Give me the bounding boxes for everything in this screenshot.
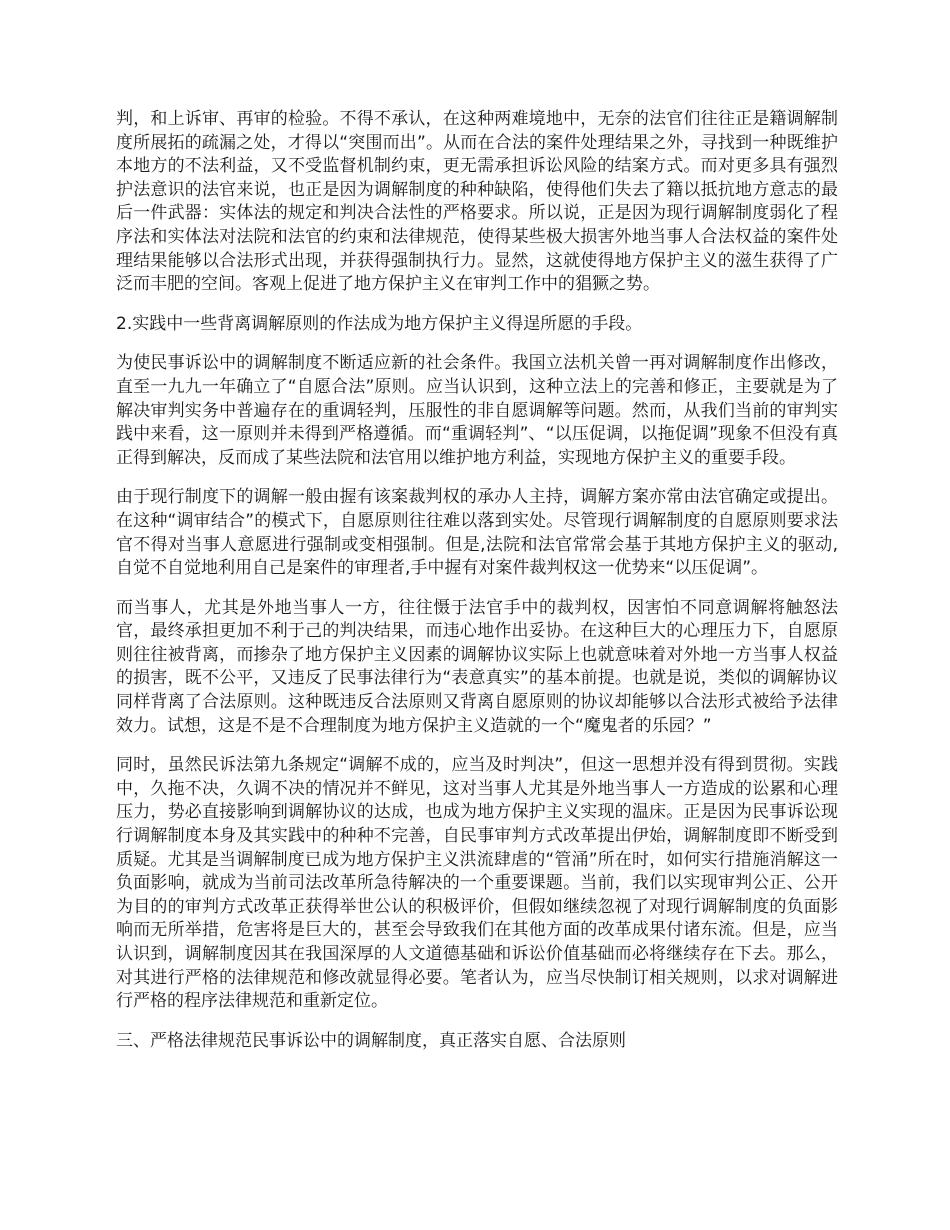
- paragraph-voluntary-legal-principle: 为使民事诉讼中的调解制度不断适应新的社会条件。我国立法机关曾一再对调解制度作出修改，直至一九九一年确立了“自愿合法”原则。应当认识到，这种立法上的完善和修正，主要就是为了解决审判实务中普遍存在的重调轻判，压服性的非自愿调解等问题。然而，从我们当前的审判实践中来看，这一原则并未得到严格遵循。而“重调轻判”、“以压促调，以拖促调”现象不但没有真正得到解决，反而成了某些法院和法官用以维护地方利益，实现地方保护主义的重要手段。: [116, 353, 838, 468]
- paragraph-delay-and-reform: 同时，虽然民诉法第九条规定“调解不成的，应当及时判决”，但这一思想并没有得到贯彻。实践中，久拖不决，久调不决的情况并不鲜见，这对当事人尤其是外地当事人一方造成的讼累和心理压力，势必直接影响到调解协议的达成，也成为地方保护主义实现的温床。正是因为民事诉讼现行调解制度本身及其实践中的种种不完善，自民事审判方式改革提出伊始，调解制度即不断受到质疑。尤其是当调解制度已成为地方保护主义洪流肆虐的“管涌”所在时，如何实行措施消解这一负面影响，就成为当前司法改革所急待解决的一个重要课题。当前，我们以实现审判公正、公开为目的的审判方式改革正获得举世公认的积极评价，但假如继续忽视了对现行调解制度的负面影响而无所举措，危害将是巨大的，甚至会导致我们在其他方面的改革成果付诸东流。但是，应当认识到，调解制度因其在我国深厚的人文道德基础和诉讼价值基础而必将继续存在下去。那么，对其进行严格的法律规范和修改就显得必要。笔者认为，应当尽快制订相关规则，以求对调解进行严格的程序法律规范和重新定位。: [116, 755, 838, 1012]
- paragraph-judge-led-mediation: 由于现行制度下的调解一般由握有该案裁判权的承办人主持，调解方案亦常由法官确定或提出。在这种“调审结合”的模式下，自愿原则往往难以落到实处。尽管现行调解制度的自愿原则要求法官不得对当事人意愿进行强制或变相强制。但是,法院和法官常常会基于其地方保护主义的驱动,自觉不自觉地利用自己是案件的审理者,手中握有对案件裁判权这一优势来“以压促调”。: [116, 487, 838, 579]
- paragraph-party-pressure: 而当事人，尤其是外地当事人一方，往往慑于法官手中的裁判权，因害怕不同意调解将触怒法官，最终承担更加不利于己的判决结果，而违心地作出妥协。在这种巨大的心理压力下，自愿原则往往被背离，而掺杂了地方保护主义因素的调解协议实际上也就意味着对外地一方当事人权益的损害，既不公平，又违反了民事法律行为“表意真实”的基本前提。也就是说，类似的调解协议同样背离了合法原则。这种既违反合法原则又背离自愿原则的协议却能够以合法形式被给予法律效力。试想，这是不是不合理制度为地方保护主义造就的一个“魔鬼者的乐园？”: [116, 597, 838, 736]
- section-heading-2: 2.实践中一些背离调解原则的作法成为地方保护主义得逞所愿的手段。: [116, 313, 643, 334]
- section-heading-3: 三、严格法律规范民事诉讼中的调解制度，真正落实自愿、合法原则: [116, 1030, 626, 1051]
- paragraph-protectionism-consequence: 判，和上诉审、再审的检验。不得不承认，在这种两难境地中，无奈的法官们往往正是籍调解制度所展拓的疏漏之处，才得以“突围而出”。从而在合法的案件处理结果之外，寻找到一种既维护本地方的不法利益，又不受监督机制约束，更无需承担诉讼风险的结案方式。而对更多具有强烈护法意识的法官来说，也正是因为调解制度的种种缺陷，使得他们失去了籍以抵抗地方意志的最后一件武器：实体法的规定和判决合法性的严格要求。所以说，正是因为现行调解制度弱化了程序法和实体法对法院和法官的约束和法律规范，使得某些极大损害外地当事人合法权益的案件处理结果能够以合法形式出现，并获得强制执行力。显然，这就使得地方保护主义的滋生获得了广泛而丰肥的空间。客观上促进了地方保护主义在审判工作中的猖獗之势。: [116, 109, 838, 295]
- document-page: [116, 108, 838, 1069]
